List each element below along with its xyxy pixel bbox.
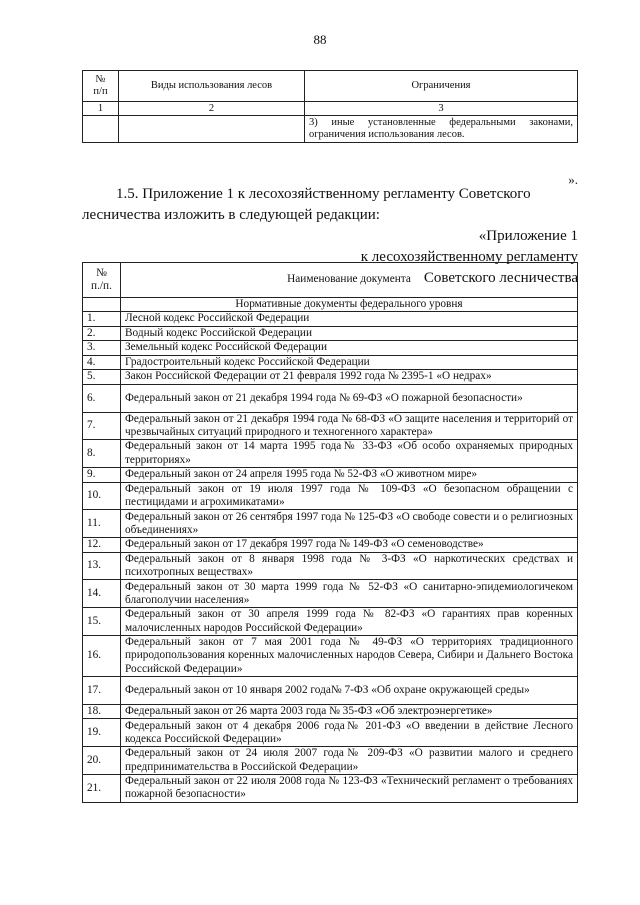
table-row [83,677,578,705]
paragraph-line-2: лесничества изложить в следующей редакции: [82,207,380,223]
row-number: 16. [83,636,121,677]
row-document-name: Градостроительный кодекс Российской Федерации [121,355,578,370]
row-number: 19. [83,719,121,747]
row-document-name: Федеральный закон от 14 марта 1995 года№ 33-ФЗ «Об особо охраняемых природных территориях» [121,440,578,468]
table-row [83,412,578,440]
row-document-name: Лесной кодекс Российской Федерации [121,312,578,327]
column-numbers-row [83,102,578,116]
table-row [83,704,578,719]
restriction-line-2: ограничения использования лесов. [309,129,465,140]
row-document-name: Федеральный закон от 26 сентября 1997 года № 125-ФЗ «О свободе совести и о религиозных объединениях» [121,510,578,538]
row-number: 9. [83,468,121,483]
table-header-row [83,71,578,102]
row-document-name: Федеральный закон от 10 января 2002 года№ 7-ФЗ «Об охране окружающей среды» [121,677,578,705]
row-number: 11. [83,510,121,538]
row-document-name: Федеральный закон от 30 апреля 1999 года № 82-ФЗ «О гарантиях прав коренных малочисленных народов Российской Федерации» [121,608,578,636]
row-number: 3. [83,341,121,356]
row-number: 18. [83,704,121,719]
row-number: 13. [83,552,121,580]
row-document-name: Федеральный закон от 19 июля 1997 года № 109-ФЗ «О безопасном обращении с пестицидами и агрохимикатами» [121,482,578,510]
row-document-name: Федеральный закон от 17 декабря 1997 года № 149-ФЗ «О семеноводстве» [121,538,578,553]
uses-restrictions-table [82,70,578,143]
section-row [83,298,578,312]
header-document-name: Наименование документа [121,263,578,298]
documents-body [83,312,578,803]
table-row [83,538,578,553]
row-number: 5. [83,370,121,385]
appendix-line-3: Советского лесничества [423,270,578,286]
table-row [83,510,578,538]
row-number: 10. [83,482,121,510]
table-row [83,384,578,412]
section-num [83,298,121,312]
row-document-name: Закон Российской Федерации от 21 февраля 1992 года № 2395-1 «О недрах» [121,370,578,385]
row-document-name: Федеральный закон от 22 июля 2008 года № 123-ФЗ «Технический регламент о требованиях пожарной безопасности» [121,774,578,802]
paragraph-line-1: 1.5. Приложение 1 к лесохозяйственному регламенту Советского [116,186,531,202]
table-row [83,552,578,580]
header-restrictions: Ограничения [305,71,578,102]
table-row [83,116,578,143]
row-num [83,116,119,143]
table-row [83,468,578,483]
row-number: 2. [83,326,121,341]
documents-table [82,262,578,803]
column-number: 1 [83,102,119,116]
table-row [83,580,578,608]
table-row [83,719,578,747]
row-document-name: Федеральный закон от 7 мая 2001 года № 49-ФЗ «О территориях традиционного природопользования коренных малочисленных народов Севера, Сибири и Дальнего Востока Российской Федерации» [121,636,578,677]
table-row [83,636,578,677]
table-row [83,370,578,385]
row-number: 12. [83,538,121,553]
row-document-name: Федеральный закон от 21 декабря 1994 года № 68-ФЗ «О защите населения и территорий от чрезвычайных ситуаций природного и техногенного характера» [121,412,578,440]
table-row [83,341,578,356]
column-number: 2 [119,102,305,116]
table-row [83,326,578,341]
appendix-line-1: «Приложение 1 [478,228,578,244]
section-title: Нормативные документы федерального уровня [121,298,578,312]
row-number: 14. [83,580,121,608]
row-document-name: Федеральный закон от 21 декабря 1994 года № 69-ФЗ «О пожарной безопасности» [121,384,578,412]
table-row [83,440,578,468]
row-document-name: Земельный кодекс Российской Федерации [121,341,578,356]
row-number: 8. [83,440,121,468]
row-number: 21. [83,774,121,802]
row-document-name: Федеральный закон от 24 июля 2007 года№ 209-ФЗ «О развитии малого и среднего предпринимательства в Российской Федерации» [121,747,578,775]
row-number: 20. [83,747,121,775]
table-row [83,482,578,510]
appendix-line-2: к лесохозяйственному регламенту [360,249,578,265]
row-number: 15. [83,608,121,636]
row-restriction [305,116,578,143]
header-num: № п./п. [83,263,121,298]
table-row [83,312,578,327]
row-number: 6. [83,384,121,412]
table-row [83,747,578,775]
table-row [83,608,578,636]
row-document-name: Федеральный закон от 8 января 1998 года № 3-ФЗ «О наркотических средствах и психотропных веществах» [121,552,578,580]
row-use [119,116,305,143]
row-number: 1. [83,312,121,327]
row-document-name: Водный кодекс Российской Федерации [121,326,578,341]
table-header-row [83,263,578,298]
restriction-line-1: 3) иные установленные федеральными законами, [309,117,573,128]
row-number: 4. [83,355,121,370]
header-num: № п/п [83,71,119,102]
row-number: 7. [83,412,121,440]
row-number: 17. [83,677,121,705]
column-number: 3 [305,102,578,116]
closing-quote: ». [568,172,578,187]
row-document-name: Федеральный закон от 26 марта 2003 года № 35-ФЗ «Об электроэнергетике» [121,704,578,719]
page-number: 88 [313,32,327,47]
table-row [83,774,578,802]
row-document-name: Федеральный закон от 4 декабря 2006 года№ 201-ФЗ «О введении в действие Лесного кодекса Российской Федерации» [121,719,578,747]
row-document-name: Федеральный закон от 24 апреля 1995 года № 52-ФЗ «О животном мире» [121,468,578,483]
amendment-paragraph [82,184,578,226]
header-uses: Виды использования лесов [119,71,305,102]
row-document-name: Федеральный закон от 30 марта 1999 года № 52-ФЗ «О санитарно-эпидемиологичеком благополучии населения» [121,580,578,608]
table-row [83,355,578,370]
